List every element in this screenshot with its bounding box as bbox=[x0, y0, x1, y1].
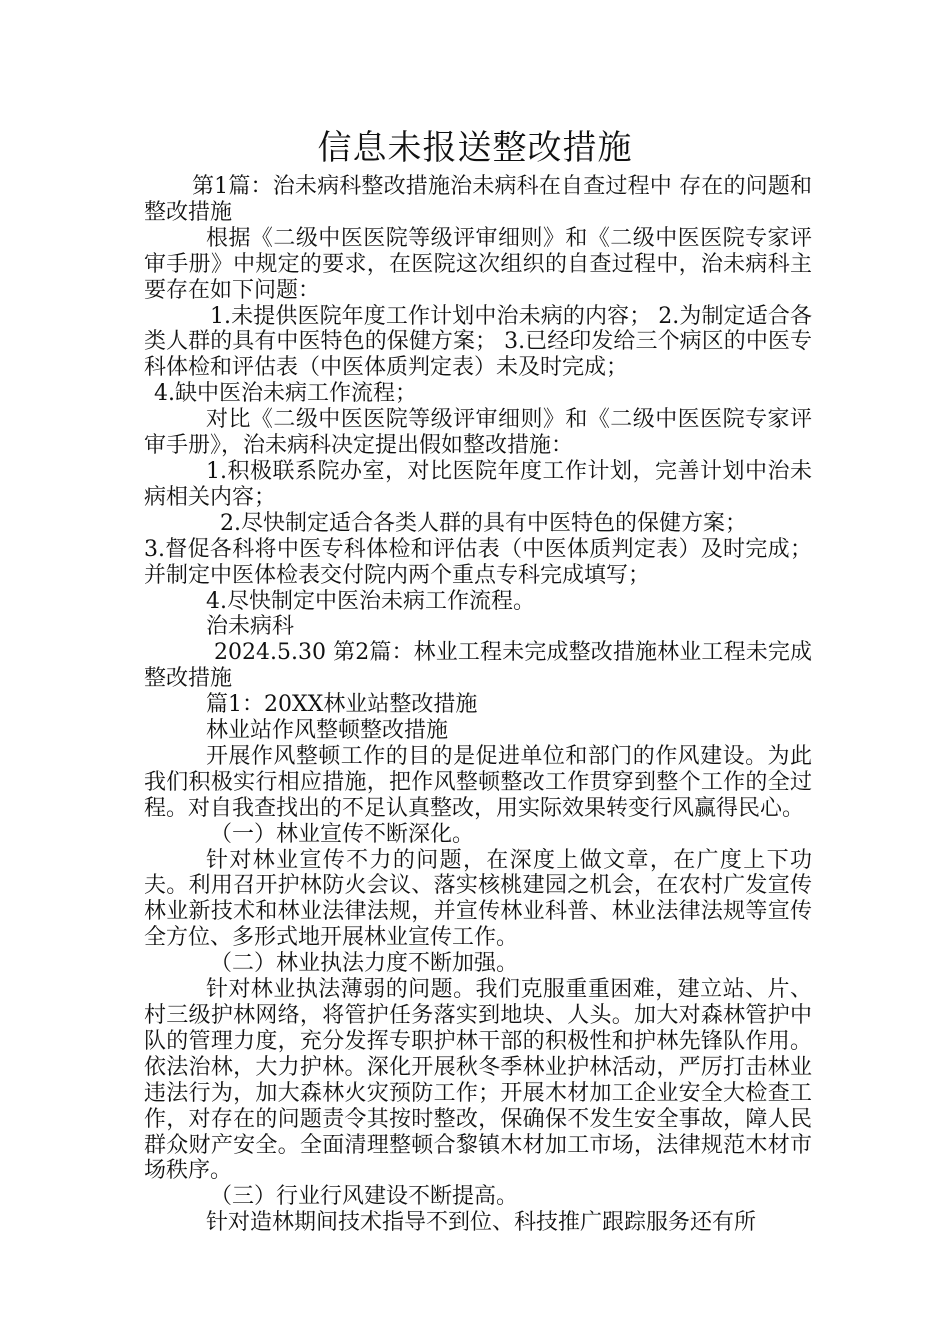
paragraph: 4.尽快制定中医治未病工作流程。 bbox=[206, 588, 535, 614]
paragraph: 林业站作风整顿整改措施 bbox=[206, 718, 449, 744]
section-heading: （二）林业执法力度不断加强。 bbox=[210, 951, 519, 977]
paragraph: 对比《二级中医医院等级评审细则》和《二级中医医院专家评审手册》，治未病科决定提出假如整改措施： bbox=[144, 407, 812, 459]
paragraph: 1.积极联系院办室，对比医院年度工作计划，完善计划中治未病相关内容； bbox=[144, 458, 812, 510]
paragraph: 篇1：20XX林业站整改措施 bbox=[206, 692, 478, 718]
section-heading: （三）行业行风建设不断提高。 bbox=[210, 1184, 519, 1210]
paragraph: 针对林业执法薄弱的问题。我们克服重重困难，建立站、片、村三级护林网络，将管护任务落实到地块、人头。加大对森林管护中队的管理力度，充分发挥专职护林干部的积极性和护林先锋队作用。依法治林，大力护林。深化开展秋冬季林业护林活动，严厉打击林业违法行为，加大森林火灾预防工作；开展木材加工企业安全大检查工作，对存在的问题责令其按时整改，保确保不发生安全事故，障人民群众财产安全。全面清理整顿合黎镇木材加工市场，法律规范木材市场秩序。 bbox=[144, 977, 812, 1184]
paragraph: 1.未提供医院年度工作计划中治未病的内容； 2.为制定适合各类人群的具有中医特色的保健方案； 3.已经印发给三个病区的中医专科体检和评估表（中医体质判定表）未及时完成； bbox=[144, 303, 812, 381]
paragraph: 针对林业宣传不力的问题，在深度上做文章，在广度上下功夫。利用召开护林防火会议、落实核桃建园之机会，在农村广发宣传林业新技术和林业法律法规，并宣传林业科普、林业法律法规等宣传全方位、多形式地开展林业宣传工作。 bbox=[144, 847, 812, 951]
section-heading: （一）林业宣传不断深化。 bbox=[210, 821, 475, 847]
paragraph: 根据《二级中医医院等级评审细则》和《二级中医医院专家评审手册》中规定的要求，在医院这次组织的自查过程中，治未病科主要存在如下问题： bbox=[144, 225, 812, 303]
paragraph: 4.缺中医治未病工作流程； bbox=[154, 381, 417, 407]
paragraph: 2.尽快制定适合各类人群的具有中医特色的保健方案； bbox=[220, 510, 747, 536]
paragraph: 2024.5.30 第2篇：林业工程未完成整改措施林业工程未完成整改措施 bbox=[144, 640, 812, 692]
paragraph: 开展作风整顿工作的目的是促进单位和部门的作风建设。为此我们积极实行相应措施，把作风整顿整改工作贯穿到整个工作的全过程。对自我查找出的不足认真整改，用实际效果转变行风赢得民心。 bbox=[144, 743, 812, 821]
paragraph: 治未病科 bbox=[206, 614, 295, 640]
paragraph: 第1篇：治未病科整改措施治未病科在自查过程中 存在的问题和整改措施 bbox=[144, 174, 812, 225]
paragraph: 针对造林期间技术指导不到位、科技推广跟踪服务还有所 bbox=[206, 1210, 757, 1236]
paragraph: 3.督促各科将中医专科体检和评估表（中医体质判定表）及时完成；并制定中医体检表交付院内两个重点专科完成填写； bbox=[144, 536, 812, 588]
document-title: 信息未报送整改措施 bbox=[317, 128, 633, 168]
document-body bbox=[144, 174, 812, 1236]
